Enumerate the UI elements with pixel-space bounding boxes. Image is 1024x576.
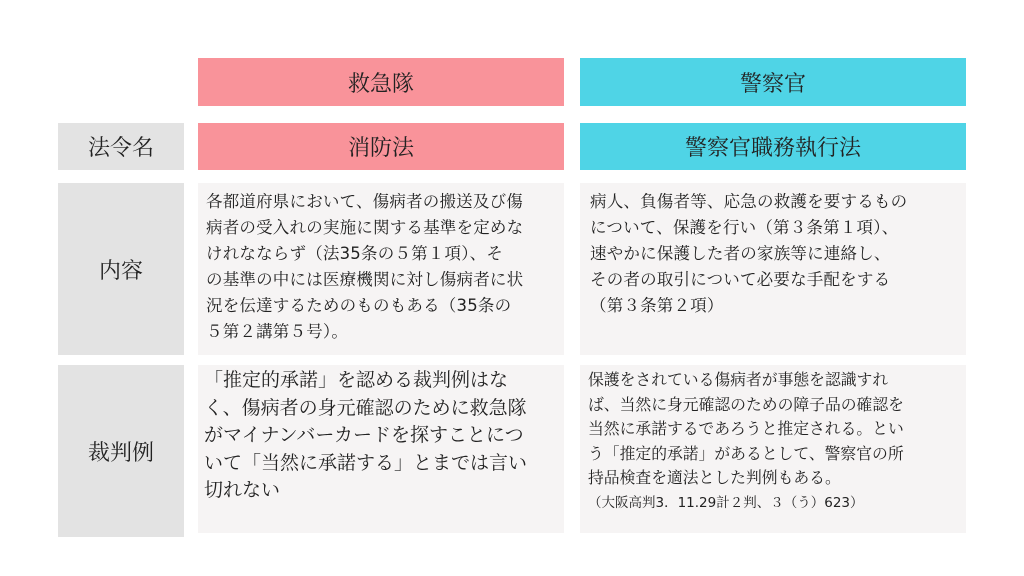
precedent-police-citation: （大阪高判3．11.29計２判、３（う）623）	[588, 494, 864, 511]
row-label-precedent-text: 裁判例	[87, 440, 154, 466]
precedent-ambulance	[198, 365, 564, 533]
law-name-ambulance	[198, 123, 564, 170]
column-header-ambulance-label: 救急隊	[347, 71, 414, 97]
row-label-precedent	[58, 365, 184, 537]
row-label-law-name-text: 法令名	[87, 136, 154, 161]
column-header-ambulance	[198, 58, 564, 106]
law-name-ambulance-text: 消防法	[347, 136, 414, 161]
law-name-police	[580, 123, 966, 170]
law-name-police-text: 警察官職務執行法	[684, 136, 861, 161]
precedent-police	[580, 365, 966, 533]
column-header-police-label: 警察官	[739, 71, 806, 97]
content-police-text: 病人、負傷者等、応急の救護を要するもの について、保護を行い（第３条第１項）、 速やかに保護した者の家族等に連絡し、 その者の取引について必要な手配をする （第３条第２項）	[590, 192, 908, 315]
row-label-content	[58, 183, 184, 355]
precedent-ambulance-text: 「推定的承諾」を認める裁判例はな く、傷病者の身元確認のために救急隊 がマイナンバーカードを探すことにつ いて「当然に承諾する」とまでは言い 切れない	[204, 369, 528, 501]
content-ambulance-text: 各都道府県において、傷病者の搬送及び傷 病者の受入れの実施に関する基準を定めな けれなならず（法35条の５第１項）、そ の基準の中には医療機関に対し傷病者に状 況を伝達するためのものもある（35条の ５第２講第５号）。	[206, 192, 524, 341]
precedent-police-text: 保護をされている傷病者が事態を認識すれ ば、当然に身元確認のための障子品の確認を 当然に承諾するであろうと推定される。とい う「推定的承諾」があるとして、警察官の所 持品検査を適法とした判例もある。	[588, 370, 904, 487]
row-label-content-text: 内容	[98, 258, 143, 284]
column-header-police	[580, 58, 966, 106]
row-label-law-name	[58, 123, 184, 170]
content-police	[580, 183, 966, 355]
content-ambulance	[198, 183, 564, 355]
